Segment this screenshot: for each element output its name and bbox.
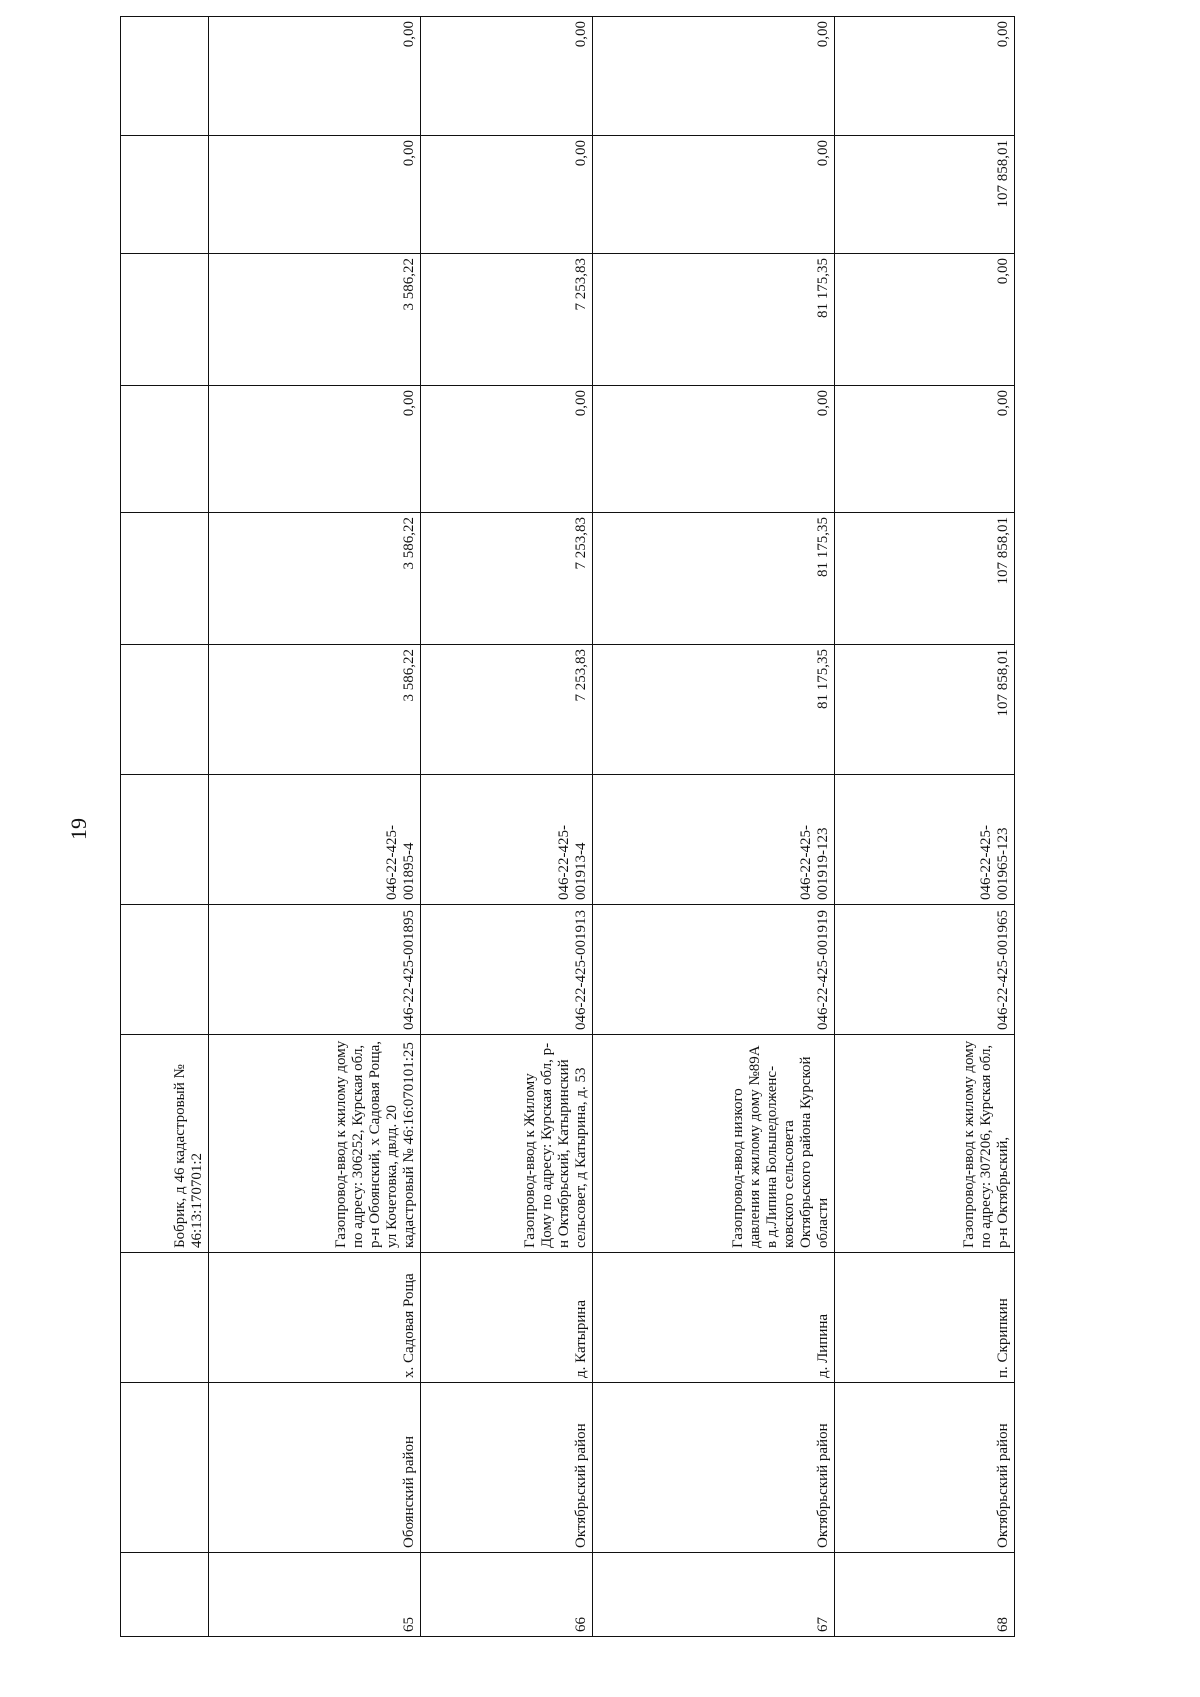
cell-code2: 046-22-425-001895-4 (209, 775, 421, 905)
cell-v2 (121, 513, 209, 645)
table-row (209, 17, 421, 1637)
cell-v4 (121, 254, 209, 386)
cell-settlement (121, 1253, 209, 1383)
cell-v2: 81 175,35 (593, 513, 835, 645)
cell-v2: 107 858,01 (835, 513, 1015, 645)
cell-v6: 0,00 (209, 17, 421, 136)
cell-v5 (121, 136, 209, 254)
cell-object: Газопровод-ввод низкого давления к жилому дому №89А в д.Липина Большедолженсковского сельсовета Октябрьского района Курской области (593, 1035, 835, 1253)
cell-v4: 7 253,83 (421, 254, 593, 386)
registry-table (120, 16, 1015, 1637)
cell-v5: 0,00 (421, 136, 593, 254)
cell-v3: 0,00 (835, 386, 1015, 513)
cell-v5: 107 858,01 (835, 136, 1015, 254)
cell-code1: 046-22-425-001913 (421, 905, 593, 1035)
cell-district: Октябрьский район (421, 1383, 593, 1553)
cell-v4: 81 175,35 (593, 254, 835, 386)
cell-district (121, 1383, 209, 1553)
cell-code1: 046-22-425-001965 (835, 905, 1015, 1035)
cell-code2 (121, 775, 209, 905)
cell-v3 (121, 386, 209, 513)
table-row (835, 17, 1015, 1637)
cell-v5: 0,00 (593, 136, 835, 254)
cell-v2: 3 586,22 (209, 513, 421, 645)
cell-district: Октябрьский район (593, 1383, 835, 1553)
cell-settlement: х. Садовая Роща (209, 1253, 421, 1383)
cell-settlement: д. Липина (593, 1253, 835, 1383)
cell-object: Газопровод-ввод к жилому дому по адресу: 307206, Курская обл, р-н Октябрьский, (835, 1035, 1015, 1253)
cell-settlement: п. Скрипкин (835, 1253, 1015, 1383)
table-row (593, 17, 835, 1637)
cell-num (121, 1553, 209, 1637)
cell-code1: 046-22-425-001895 (209, 905, 421, 1035)
table-row-carryover (121, 17, 209, 1637)
cell-num: 67 (593, 1553, 835, 1637)
cell-v3: 0,00 (593, 386, 835, 513)
cell-v5: 0,00 (209, 136, 421, 254)
cell-v6 (121, 17, 209, 136)
cell-v4: 3 586,22 (209, 254, 421, 386)
cell-num: 65 (209, 1553, 421, 1637)
cell-code2: 046-22-425-001919-123 (593, 775, 835, 905)
registry-table-wrapper (120, 21, 1014, 1637)
cell-code2: 046-22-425-001913-4 (421, 775, 593, 905)
cell-object: Бобрик, д 46 кадастровый № 46:13:170701:2 (121, 1035, 209, 1253)
cell-num: 68 (835, 1553, 1015, 1637)
cell-district: Обоянский район (209, 1383, 421, 1553)
cell-v2: 7 253,83 (421, 513, 593, 645)
cell-district: Октябрьский район (835, 1383, 1015, 1553)
cell-v4: 0,00 (835, 254, 1015, 386)
cell-num: 66 (421, 1553, 593, 1637)
cell-v1: 7 253,83 (421, 645, 593, 775)
cell-v6: 0,00 (421, 17, 593, 136)
cell-object: Газопровод-ввод к жилому дому по адресу: 306252, Курская обл, р-н Обоянский, х Садовая Роща, ул Кочетовка, двлд. 20 кадастровый № 46:16:070101:25 (209, 1035, 421, 1253)
cell-v6: 0,00 (835, 17, 1015, 136)
cell-v1 (121, 645, 209, 775)
cell-code1 (121, 905, 209, 1035)
cell-v6: 0,00 (593, 17, 835, 136)
cell-code1: 046-22-425-001919 (593, 905, 835, 1035)
cell-settlement: д. Катырина (421, 1253, 593, 1383)
page-number: 19 (66, 818, 91, 840)
cell-v1: 81 175,35 (593, 645, 835, 775)
cell-code2: 046-22-425-001965-123 (835, 775, 1015, 905)
cell-object: Газопровод-ввод к Жилому Дому по адресу: Курская обл, р-н Октябрьский, Катыринский сельсовет, д Катырина, д. 53 (421, 1035, 593, 1253)
cell-v1: 107 858,01 (835, 645, 1015, 775)
cell-v1: 3 586,22 (209, 645, 421, 775)
cell-v3: 0,00 (209, 386, 421, 513)
table-row (421, 17, 593, 1637)
cell-v3: 0,00 (421, 386, 593, 513)
